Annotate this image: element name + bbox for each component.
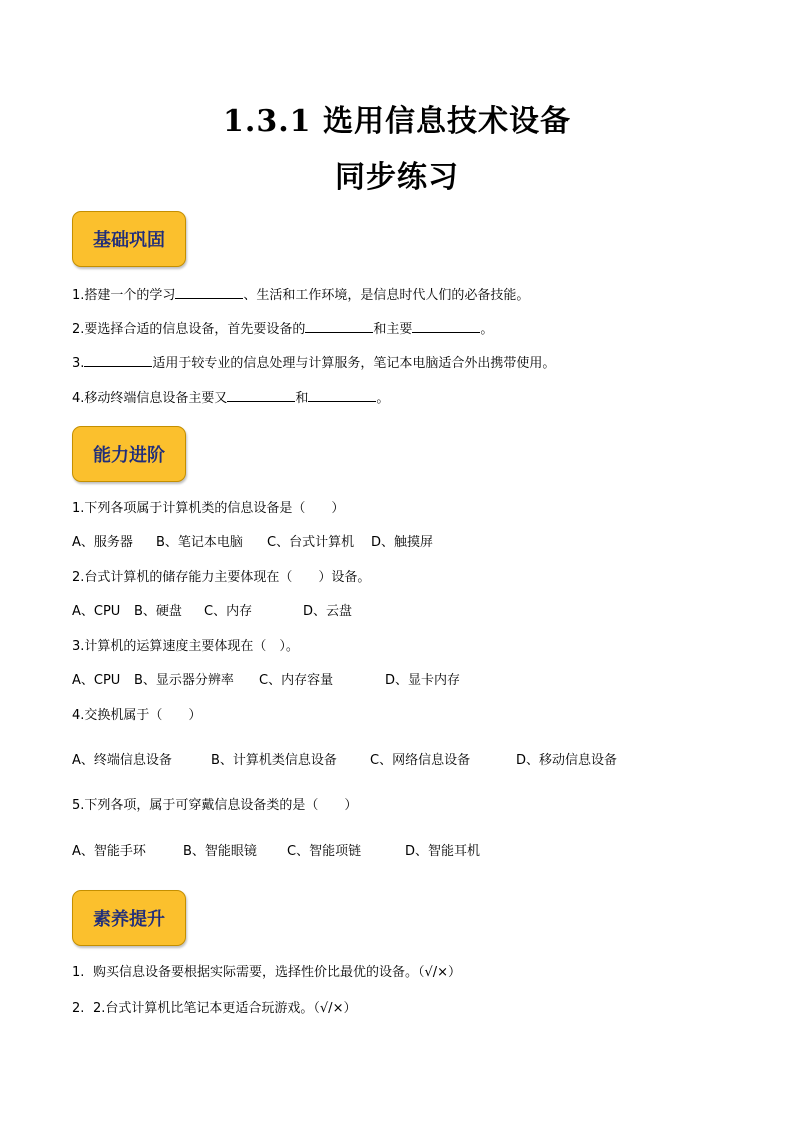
answer-blank[interactable] [227, 389, 295, 402]
option-d[interactable]: D、移动信息设备 [516, 753, 618, 768]
question-text: 。 [376, 391, 390, 406]
option-d[interactable]: D、智能耳机 [405, 844, 481, 859]
question-text: 4.移动终端信息设备主要又 [72, 391, 228, 406]
option-a[interactable]: A、CPU [72, 604, 121, 619]
question-text: 和 [295, 391, 309, 406]
option-a[interactable]: A、CPU [72, 673, 121, 688]
option-d[interactable]: D、显卡内存 [385, 673, 461, 688]
option-b[interactable]: B、笔记本电脑 [156, 535, 243, 550]
advanced-question-5-stem: 5.下列各项，属于可穿戴信息设备类的是（ ） [72, 798, 358, 813]
advanced-question-5-options [72, 843, 480, 861]
answer-blank[interactable] [84, 354, 152, 367]
option-d[interactable]: D、云盘 [303, 604, 353, 619]
advanced-question-3-stem: 3.计算机的运算速度主要体现在（ ）。 [72, 639, 299, 654]
page-subtitle: 同步练习 [335, 160, 459, 195]
basic-question-3 [72, 354, 555, 373]
option-a[interactable]: A、智能手环 [72, 844, 146, 859]
question-text: 、生活和工作环境，是信息时代人们的必备技能。 [243, 288, 530, 303]
basic-question-1 [72, 286, 529, 305]
question-text: 购买信息设备要根据实际需要，选择性价比最优的设备。（√/×） [93, 965, 462, 980]
basic-question-2 [72, 320, 493, 339]
question-text: 3. [72, 356, 85, 371]
option-c[interactable]: C、台式计算机 [267, 535, 355, 550]
literacy-question-2 [72, 1000, 356, 1018]
question-number: 1. [72, 965, 85, 980]
option-b[interactable]: B、计算机类信息设备 [211, 753, 337, 768]
answer-blank[interactable] [305, 320, 373, 333]
literacy-question-1 [72, 964, 461, 982]
advanced-question-4-options [72, 752, 617, 770]
section-badge-advanced [72, 426, 186, 482]
answer-blank[interactable] [412, 320, 480, 333]
advanced-question-1-stem: 1.下列各项属于计算机类的信息设备是（ ） [72, 501, 345, 516]
option-c[interactable]: C、网络信息设备 [370, 753, 471, 768]
section-badge-basic [72, 211, 186, 267]
option-a[interactable]: A、终端信息设备 [72, 753, 172, 768]
question-text: 和主要 [373, 322, 413, 337]
option-c[interactable]: C、内存容量 [259, 673, 334, 688]
option-b[interactable]: B、硬盘 [134, 604, 182, 619]
section-title-literacy: 素养提升 [93, 909, 165, 930]
question-number: 2. [72, 1001, 85, 1016]
advanced-question-2-options [72, 603, 352, 621]
advanced-question-3-options [72, 672, 460, 690]
page-title: 1.3.1 选用信息技术设备 [223, 104, 571, 139]
advanced-question-4-stem: 4.交换机属于（ ） [72, 708, 202, 723]
option-c[interactable]: C、内存 [204, 604, 253, 619]
question-text: 1.搭建一个的学习 [72, 288, 176, 303]
option-d[interactable]: D、触摸屏 [371, 535, 434, 550]
advanced-question-2-stem: 2.台式计算机的储存能力主要体现在（ ）设备。 [72, 570, 371, 585]
option-b[interactable]: B、显示器分辨率 [134, 673, 234, 688]
question-text: 2.要选择合适的信息设备，首先要设备的 [72, 322, 306, 337]
section-title-advanced: 能力进阶 [93, 445, 165, 466]
option-a[interactable]: A、服务器 [72, 535, 133, 550]
section-badge-literacy [72, 890, 186, 946]
answer-blank[interactable] [175, 286, 243, 299]
answer-blank[interactable] [308, 389, 376, 402]
question-text: 。 [480, 322, 494, 337]
advanced-question-1-options [72, 534, 433, 552]
basic-question-4 [72, 389, 389, 408]
question-text: 适用于较专业的信息处理与计算服务，笔记本电脑适合外出携带使用。 [152, 356, 556, 371]
option-c[interactable]: C、智能项链 [287, 844, 362, 859]
question-text: 2.台式计算机比笔记本更适合玩游戏。（√/×） [93, 1001, 357, 1016]
option-b[interactable]: B、智能眼镜 [183, 844, 257, 859]
section-title-basic: 基础巩固 [93, 230, 165, 251]
